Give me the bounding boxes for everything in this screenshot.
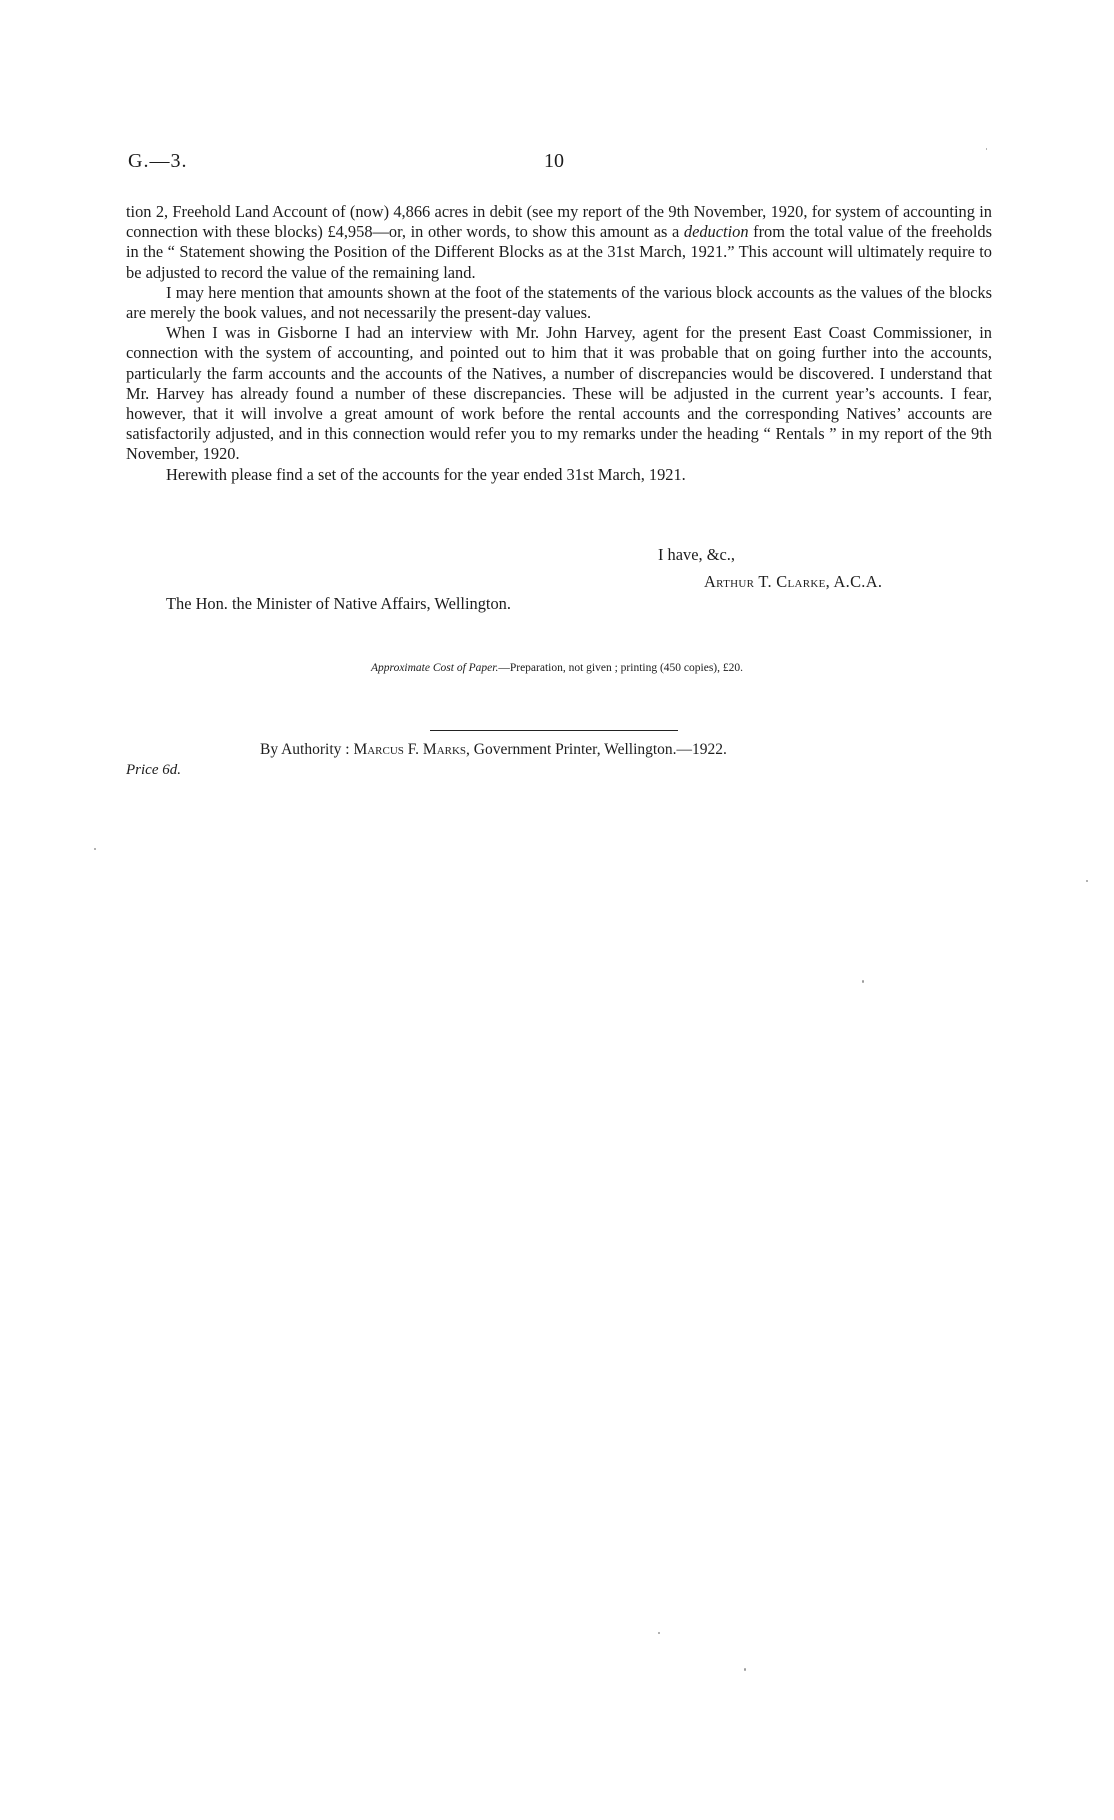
divider-rule <box>430 730 678 731</box>
cost-note-label: Approximate Cost of Paper. <box>371 662 499 674</box>
paragraph-2: I may here mention that amounts shown at the foot of the statements of the various block accounts as the values of the blocks are merely the book values, and not necessarily the present-day values. <box>126 282 992 323</box>
signature: Arthur T. Clarke, A.C.A. <box>704 572 883 591</box>
scan-speck <box>744 1668 746 1671</box>
emphasis-deduction: deduction <box>683 222 749 242</box>
printer-imprint: By Authority : Marcus F. Marks, Government Printer, Wellington.—1922. <box>260 741 727 758</box>
addressee: The Hon. the Minister of Native Affairs, Wellington. <box>166 594 511 613</box>
paragraph-3: When I was in Gisborne I had an interview with Mr. John Harvey, agent for the present East Coast Commissioner, in connection with the system of accounting, and pointed out to him that it was probable that on going further into the accounts, particularly the farm accounts and the accounts of the Natives, a number of discrepancies would be discovered. I understand that Mr. Harvey has already found a number of these discrepancies. These will be adjusted in the current year’s accounts. I fear, however, that it will involve a great amount of work before the rental accounts and the corresponding Natives’ accounts are satisfactorily adjusted, and in this connection would refer you to my remarks under the heading “ Rentals ” in my report of the 9th November, 1920. <box>126 323 992 464</box>
letter-body <box>126 202 992 485</box>
scan-speck <box>1086 880 1088 882</box>
paragraph-1: tion 2, Freehold Land Account of (now) 4,866 acres in debit (see my report of the 9th November, 1920, for system of accounting in connection with these blocks) £4,958—or, in other words, to show this amount as a deduction from the total value of the freeholds in the “ Statement showing the Position of the Different Blocks as at the 31st March, 1921.” This account will ultimately require to be adjusted to record the value of the remaining land. <box>126 202 992 282</box>
price-label: Price 6d. <box>126 762 181 778</box>
cost-note-text: —Preparation, not given ; printing (450 copies), £20. <box>498 662 743 674</box>
paragraph-4: Herewith please find a set of the accounts for the year ended 31st March, 1921. <box>166 464 686 484</box>
page-number: 10 <box>544 150 564 172</box>
scan-speck <box>658 1632 660 1634</box>
scan-speck <box>862 980 864 983</box>
closing-salutation: I have, &c., <box>658 545 735 564</box>
series-code: G.—3. <box>128 150 188 172</box>
cost-note <box>0 662 1114 674</box>
scan-speck <box>986 148 987 150</box>
printer-name: Marcus F. Marks <box>353 741 467 758</box>
scan-speck <box>94 848 96 850</box>
